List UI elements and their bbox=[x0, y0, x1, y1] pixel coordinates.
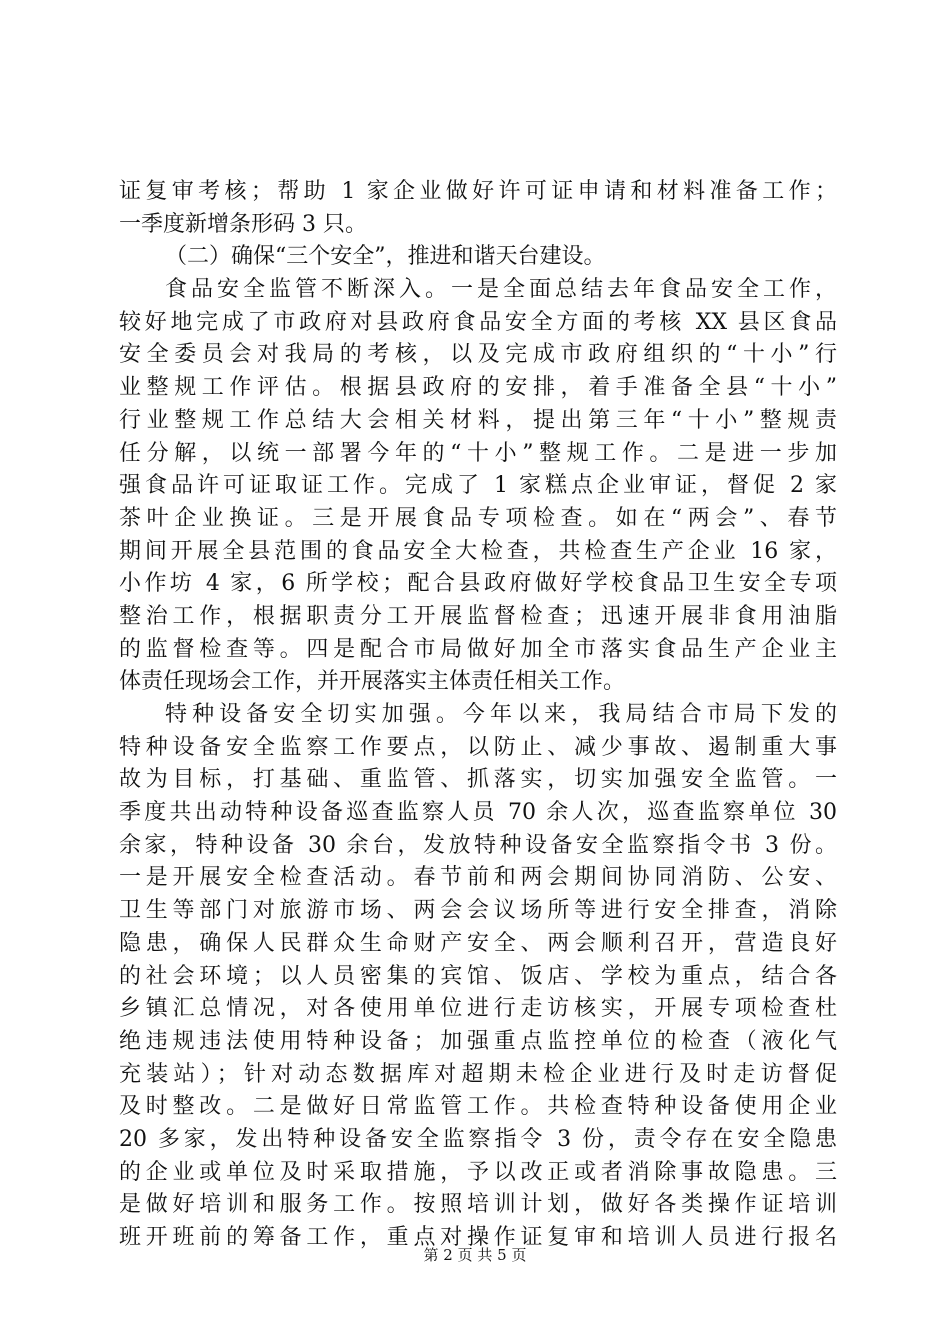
text-line: 体责任现场会工作，并开展落实主体责任相关工作。 bbox=[119, 669, 626, 695]
text-line: 充装站）；针对动态数据库对超期未检企业进行及时走访督促 bbox=[119, 1061, 837, 1087]
text-line: 是做好培训和服务工作。按照培训计划，做好各类操作证培训 bbox=[119, 1192, 837, 1218]
text-line: 任分解，以统一部署今年的“十小”整规工作。二是进一步加 bbox=[119, 440, 837, 466]
text-line: 特种设备安全监察工作要点，以防止、减少事故、遏制重大事 bbox=[119, 734, 837, 760]
text-line: 20 多家，发出特种设备安全监察指令 3 份，责令存在安全隐患 bbox=[119, 1126, 837, 1152]
text-line: 季度共出动特种设备巡查监察人员 70 余人次，巡查监察单位 30 bbox=[119, 800, 837, 826]
text-line: 小作坊 4 家，6 所学校；配合县政府做好学校食品卫生安全专项 bbox=[119, 571, 837, 597]
text-line: 的社会环境；以人员密集的宾馆、饭店、学校为重点，结合各 bbox=[119, 963, 837, 989]
text-line: 一季度新增条形码 3 只。 bbox=[119, 211, 367, 237]
text-line: 一是开展安全检查活动。春节前和两会期间协同消防、公安、 bbox=[119, 865, 837, 891]
text-line: 期间开展全县范围的食品安全大检查，共检查生产企业 16 家， bbox=[119, 538, 837, 564]
text-line: 的监督检查等。四是配合市局做好加全市落实食品生产企业主 bbox=[119, 636, 837, 662]
text-line: 故为目标，打基础、重监管、抓落实，切实加强安全监管。一 bbox=[119, 767, 837, 793]
document-body bbox=[119, 176, 837, 1255]
text-line: 隐患，确保人民群众生命财产安全、两会顺利召开，营造良好 bbox=[119, 930, 837, 956]
text-line: 证复审考核；帮助 1 家企业做好许可证申请和材料准备工作； bbox=[119, 179, 837, 204]
text-line: 整治工作，根据职责分工开展监督检查；迅速开展非食用油脂 bbox=[119, 603, 837, 629]
text-line: 食品安全监管不断深入。一是全面总结去年食品安全工作， bbox=[165, 277, 837, 303]
text-line: 卫生等部门对旅游市场、两会会议场所等进行安全排查，消除 bbox=[119, 898, 837, 924]
text-line: 余家，特种设备 30 余台，发放特种设备安全监察指令书 3 份。 bbox=[119, 832, 837, 858]
text-line: 茶叶企业换证。三是开展食品专项检查。如在“两会”、春节 bbox=[119, 505, 837, 531]
text-line: 业整规工作评估。根据县政府的安排，着手准备全县“十小” bbox=[119, 375, 837, 401]
text-line: 安全委员会对我局的考核，以及完成市政府组织的“十小”行 bbox=[119, 342, 837, 368]
text-line: 较好地完成了市政府对县政府食品安全方面的考核 XX 县区食品 bbox=[119, 309, 837, 335]
text-line: 及时整改。二是做好日常监管工作。共检查特种设备使用企业 bbox=[119, 1094, 837, 1120]
text-line: 的企业或单位及时采取措施，予以改正或者消除事故隐患。三 bbox=[119, 1159, 837, 1185]
text-line: 特种设备安全切实加强。今年以来，我局结合市局下发的 bbox=[165, 702, 837, 727]
text-line: （二）确保“三个安全”，推进和谐天台建设。 bbox=[165, 244, 606, 270]
page-number-footer: 第 2 页 共 5 页 bbox=[423, 1246, 527, 1264]
text-line: 行业整规工作总结大会相关材料，提出第三年“十小”整规责 bbox=[119, 407, 837, 433]
text-line: 强食品许可证取证工作。完成了 1 家糕点企业审证，督促 2 家 bbox=[119, 473, 837, 499]
text-line: 班开班前的筹备工作，重点对操作证复审和培训人员进行报名 bbox=[119, 1225, 837, 1250]
text-line: 绝违规违法使用特种设备；加强重点监控单位的检查（液化气 bbox=[119, 1028, 837, 1054]
text-line: 乡镇汇总情况，对各使用单位进行走访核实，开展专项检查杜 bbox=[119, 996, 837, 1022]
